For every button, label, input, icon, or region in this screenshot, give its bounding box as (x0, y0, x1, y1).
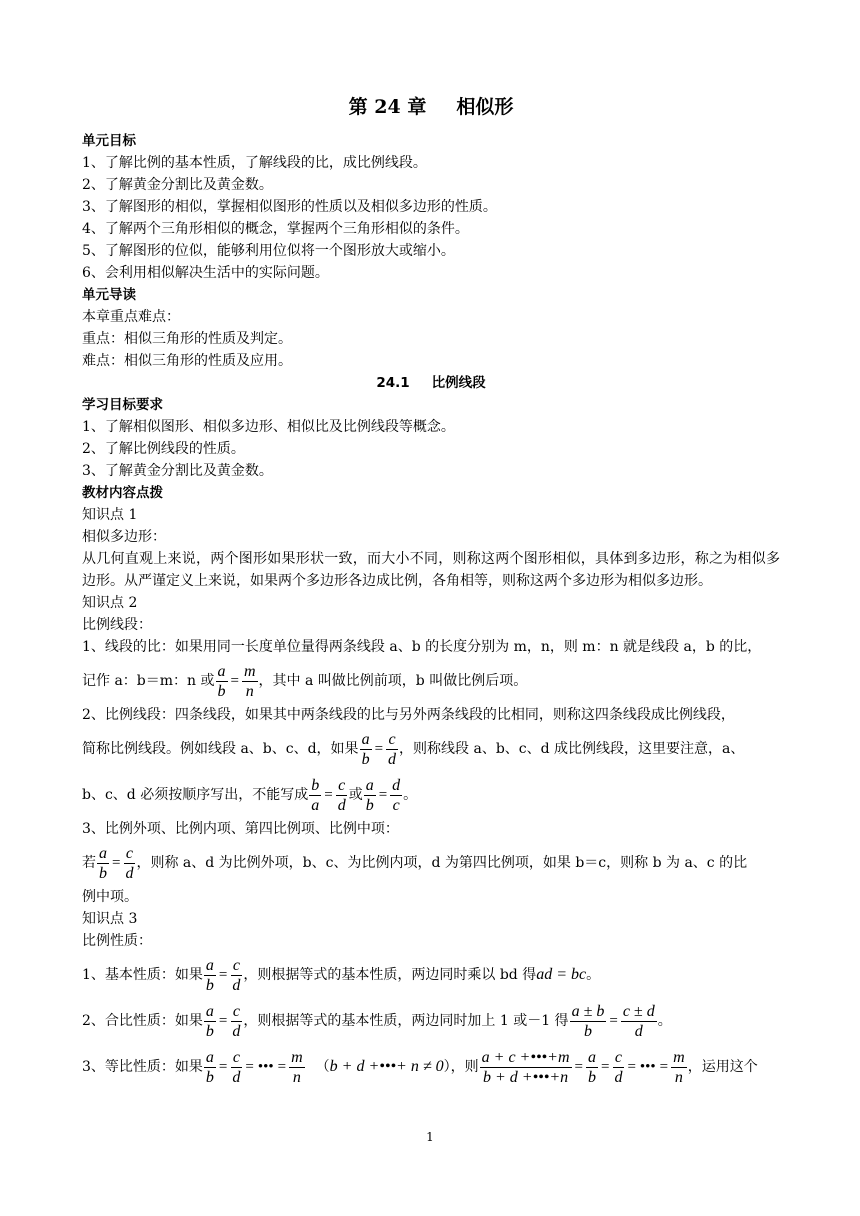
denominator: b (205, 1068, 214, 1086)
fraction (612, 1048, 624, 1087)
content-heading: 教材内容点拨 (82, 485, 163, 501)
equals-sign: = (374, 741, 384, 757)
denominator: a (311, 796, 320, 814)
section-title (82, 372, 780, 394)
fraction (570, 1002, 607, 1041)
text-run: 。 (586, 967, 601, 983)
equals-sign: = (574, 1059, 583, 1075)
list-item: 1、了解比例的基本性质，了解线段的比，成比例线段。 (82, 155, 427, 171)
denominator: b (361, 750, 370, 768)
text-run: 。 (403, 787, 418, 803)
text-run: ，则根据等式的基本性质，两边同时加上 1 或－1 得 (243, 1013, 569, 1029)
fraction (204, 1048, 216, 1087)
numerator: a (361, 730, 370, 748)
numerator: a (217, 662, 226, 680)
document-page (82, 92, 780, 1090)
equals-sign: = (245, 1059, 254, 1075)
fraction (480, 1048, 572, 1087)
equals-sign: = (627, 1059, 636, 1075)
ellipsis: ••• (257, 1059, 274, 1075)
knowledge-point-name: 相似多边形： (82, 529, 166, 545)
fraction (216, 662, 228, 701)
denominator: n (292, 1068, 301, 1086)
fraction (230, 1002, 242, 1041)
formula: ad = bc (536, 966, 587, 983)
unit-goals-heading: 单元目标 (82, 133, 136, 149)
fraction (204, 956, 216, 995)
text-run: 3、等比性质：如果 (82, 1059, 203, 1075)
learning-goals-heading: 学习目标要求 (82, 397, 163, 413)
numerator: c (232, 1048, 240, 1066)
numerator: c (125, 844, 134, 862)
equals-sign: = (609, 1013, 618, 1029)
denominator: b (365, 796, 374, 814)
list-item: 3、了解图形的相似，掌握相似图形的性质以及相似多边形的性质。 (82, 199, 497, 215)
text-run: b、c、d 必须按顺序写出，不能写成 (82, 787, 309, 803)
numerator: a (99, 844, 107, 862)
paragraph-line (82, 772, 780, 818)
numerator: m (673, 1048, 685, 1066)
equals-sign: = (324, 787, 333, 803)
equals-sign: = (112, 855, 121, 871)
text-run: 。 (657, 1013, 672, 1029)
denominator: b (205, 1022, 214, 1040)
knowledge-point-label: 知识点 2 (82, 595, 138, 611)
knowledge-point-label: 知识点 1 (82, 507, 138, 523)
fraction (230, 1048, 242, 1087)
fraction (621, 1002, 657, 1041)
equals-sign: = (378, 787, 388, 803)
fraction (336, 776, 348, 815)
numerator: c (388, 730, 396, 748)
denominator: d (337, 796, 346, 814)
equals-sign: = (218, 1059, 228, 1075)
equals-sign: = (659, 1059, 669, 1075)
denominator: d (388, 750, 397, 768)
knowledge-point-label: 知识点 3 (82, 911, 138, 927)
equals-sign: = (218, 1013, 228, 1029)
fraction (97, 844, 109, 883)
denominator: b (583, 1022, 592, 1040)
denominator: b (99, 864, 107, 882)
equals-sign: = (600, 1059, 610, 1075)
equals-sign: = (218, 967, 228, 983)
text-run: ），则 (443, 1059, 479, 1075)
numerator: c (232, 1002, 240, 1020)
text-run: ，则根据等式的基本性质，两边同时乘以 bd 得 (243, 967, 537, 983)
list-item: 5、了解图形的位似，能够利用位似将一个图形放大或缩小。 (82, 243, 455, 259)
numerator: a (205, 1048, 214, 1066)
denominator: b (217, 682, 226, 700)
fraction (289, 1048, 305, 1087)
section-name: 比例线段 (431, 375, 486, 391)
page-number: 1 (426, 1130, 434, 1144)
numerator: a (205, 956, 214, 974)
text-run: （ (315, 1059, 330, 1075)
fraction (242, 662, 258, 701)
numerator: m (243, 662, 256, 680)
numerator: b (311, 776, 320, 794)
numerator: c (338, 776, 346, 794)
paragraph-line: 2、比例线段：四条线段，如果其中两条线段的比与另外两条线段的比相同，则称这四条线段成比例线段， (82, 707, 735, 723)
paragraph-line (82, 658, 780, 704)
paragraph-line (82, 998, 780, 1044)
numerator: a (365, 776, 374, 794)
knowledge-point-name: 比例线段： (82, 617, 152, 633)
fraction (309, 776, 321, 815)
denominator: d (232, 976, 241, 994)
fraction (204, 1002, 216, 1041)
text-run: 若 (82, 855, 96, 871)
paragraph-line (82, 952, 780, 998)
chapter-name: 相似形 (456, 96, 514, 118)
numerator: a ± b (571, 1002, 605, 1020)
fraction (671, 1048, 687, 1087)
chapter-number: 第 24 章 (348, 96, 427, 118)
numerator: c ± d (622, 1002, 655, 1020)
paragraph-line (82, 840, 780, 886)
list-item: 6、会利用相似解决生活中的实际问题。 (82, 265, 329, 281)
formula: b + d +•••+ n ≠ 0 (329, 1058, 444, 1075)
fraction (386, 730, 398, 769)
list-item: 难点：相似三角形的性质及应用。 (82, 353, 292, 369)
fraction (364, 776, 376, 815)
paragraph: 从几何直观上来说，两个图形如果形状一致，而大小不同，则称这两个图形相似，具体到多边形，称之为相似多边形。从严谨定义上来说，如果两个多边形各边成比例，各角相等，则称这两个多边形为相似多边形。 (82, 551, 780, 589)
paragraph-line: 例中项。 (82, 889, 138, 905)
paragraph-line (82, 1044, 780, 1090)
unit-guide-heading: 单元导读 (82, 287, 136, 303)
text-run: 1、基本性质：如果 (82, 967, 203, 983)
text-run: 简称比例线段。例如线段 a、b、c、d，如果 (82, 741, 359, 757)
ellipsis: ••• (639, 1059, 656, 1075)
numerator: a (587, 1048, 596, 1066)
fraction (390, 776, 402, 815)
fraction (360, 730, 372, 769)
denominator: c (392, 796, 400, 814)
list-item: 2、了解比例线段的性质。 (82, 441, 245, 457)
text-run: ，则称 a、d 为比例外项，b、c、为比例内项，d 为第四比例项，如果 b＝c，则称 b 为 a、c 的比 (136, 855, 748, 871)
text-run: 记作 a：b＝m：n 或 (82, 673, 215, 689)
denominator: d (614, 1068, 623, 1086)
numerator: c (232, 956, 240, 974)
text-run: ，运用这个 (687, 1059, 758, 1075)
denominator: d (232, 1068, 241, 1086)
numerator: a (205, 1002, 214, 1020)
numerator: m (291, 1048, 303, 1066)
text-run: 2、合比性质：如果 (82, 1013, 203, 1029)
list-item: 4、了解两个三角形相似的概念，掌握两个三角形相似的条件。 (82, 221, 469, 237)
text-run: ，其中 a 叫做比例前项，b 叫做比例后项。 (258, 673, 528, 689)
numerator: d (392, 776, 401, 794)
denominator: b (587, 1068, 596, 1086)
denominator: d (232, 1022, 241, 1040)
text-run: ，则称线段 a、b、c、d 成比例线段，这里要注意，a、 (399, 741, 745, 757)
fraction (230, 956, 242, 995)
list-item: 本章重点难点： (82, 309, 180, 325)
chapter-title (82, 92, 780, 130)
list-item: 2、了解黄金分割比及黄金数。 (82, 177, 273, 193)
paragraph-line (82, 726, 780, 772)
paragraph-line: 3、比例外项、比例内项、第四比例项、比例中项： (82, 821, 399, 837)
list-item: 1、了解相似图形、相似多边形、相似比及比例线段等概念。 (82, 419, 455, 435)
denominator: n (245, 682, 254, 700)
denominator: d (125, 864, 134, 882)
equals-sign: = (230, 673, 239, 689)
numerator: a + c +•••+m (481, 1048, 570, 1066)
numerator: c (614, 1048, 622, 1066)
knowledge-point-name: 比例性质： (82, 933, 152, 949)
equals-sign: = (277, 1059, 287, 1075)
denominator: b + d +•••+n (482, 1068, 569, 1086)
fraction (123, 844, 135, 883)
denominator: b (205, 976, 214, 994)
fraction (586, 1048, 598, 1087)
list-item: 3、了解黄金分割比及黄金数。 (82, 463, 273, 479)
paragraph-line: 1、线段的比：如果用同一长度单位量得两条线段 a、b 的长度分别为 m，n，则 m：n 就是线段 a，b 的比， (82, 639, 762, 655)
denominator: d (634, 1022, 643, 1040)
text-run: 或 (348, 787, 363, 803)
denominator: n (674, 1068, 683, 1086)
list-item: 重点：相似三角形的性质及判定。 (82, 331, 292, 347)
section-number: 24.1 (376, 375, 410, 391)
